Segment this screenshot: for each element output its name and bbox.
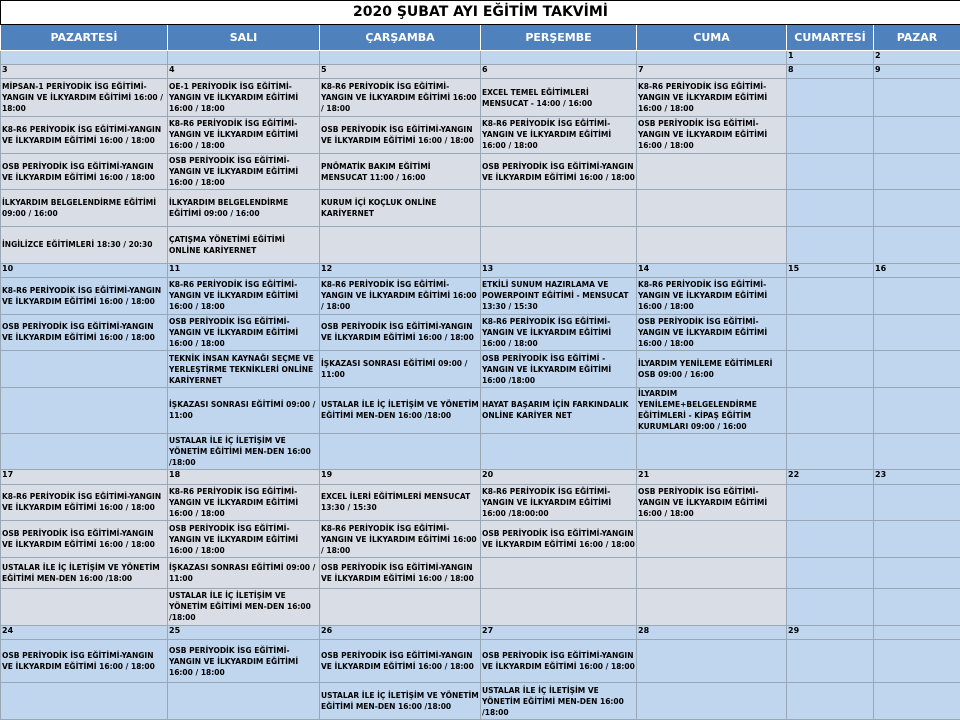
date-cell: 15 xyxy=(787,263,874,277)
event-cell: USTALAR İLE İÇ İLETİŞİM VE YÖNETİM EĞİTİMİ MEN-DEN 16:00 /18:00 xyxy=(1,557,168,588)
event-cell xyxy=(787,117,874,154)
date-cell xyxy=(1,50,168,64)
event-cell xyxy=(637,683,787,720)
date-cell: 13 xyxy=(481,263,637,277)
event-cell: OSB PERİYODİK İSG EĞİTİMİ-YANGIN VE İLKYARDIM EĞİTİMİ 16:00 / 18:00 xyxy=(168,521,320,558)
event-cell: OSB PERİYODİK İSG EĞİTİMİ-YANGIN VE İLKYARDIM EĞİTİMİ 16:00 / 18:00 xyxy=(637,117,787,154)
event-cell: EXCEL İLERİ EĞİTİMLERİ MENSUCAT 13:30 / 15:30 xyxy=(320,484,481,521)
date-cell: 24 xyxy=(1,626,168,640)
event-cell: PNÖMATİK BAKIM EĞİTİMİ MENSUCAT 11:00 / 16:00 xyxy=(320,153,481,190)
event-cell: ÇATIŞMA YÖNETİMİ EĞİTİMİ ONLİNE KARİYERNET xyxy=(168,227,320,264)
event-cell xyxy=(787,683,874,720)
date-cell xyxy=(320,50,481,64)
date-cell: 5 xyxy=(320,65,481,79)
event-cell: OSB PERİYODİK İSG EĞİTİMİ -YANGIN VE İLKYARDIM EĞİTİMİ 16:00 /18:00 xyxy=(481,351,637,388)
event-row xyxy=(1,351,960,388)
event-cell xyxy=(874,153,960,190)
event-cell: K8-R6 PERİYODİK İSG EĞİTİMİ-YANGIN VE İLKYARDIM EĞİTİMİ 16:00 / 18:00 xyxy=(320,277,481,314)
event-cell xyxy=(787,227,874,264)
date-cell: 18 xyxy=(168,470,320,484)
event-cell xyxy=(787,190,874,227)
event-cell xyxy=(481,227,637,264)
event-row xyxy=(1,190,960,227)
event-row xyxy=(1,277,960,314)
event-row xyxy=(1,557,960,588)
date-cell: 25 xyxy=(168,626,320,640)
event-cell: OE-1 PERİYODİK İSG EĞİTİMİ-YANGIN VE İLKYARDIM EĞİTİMİ 16:00 / 18:00 xyxy=(168,79,320,117)
event-cell: OSB PERİYODİK İSG EĞİTİMİ-YANGIN VE İLKYARDIM EĞİTİMİ 16:00 / 18:00 xyxy=(1,521,168,558)
date-cell xyxy=(637,50,787,64)
event-cell xyxy=(637,557,787,588)
event-cell: K8-R6 PERİYODİK İSG EĞİTİMİ-YANGIN VE İLKYARDIM EĞİTİMİ 16:00 / 18:00 xyxy=(320,521,481,558)
event-cell: K8-R6 PERİYODİK İSG EĞİTİMİ-YANGIN VE İLKYARDIM EĞİTİMİ 16:00 / 18:00 xyxy=(637,277,787,314)
event-cell: İLKYARDIM BELGELENDİRME EĞİTİMİ 09:00 / 16:00 xyxy=(1,190,168,227)
event-row xyxy=(1,588,960,626)
event-cell: USTALAR İLE İÇ İLETİŞİM VE YÖNETİM EĞİTİMİ MEN-DEN 16:00 /18:00 xyxy=(481,683,637,720)
event-cell: K8-R6 PERİYODİK İSG EĞİTİMİ-YANGIN VE İLKYARDIM EĞİTİMİ 16:00 / 18:00 xyxy=(637,79,787,117)
event-cell xyxy=(320,433,481,470)
event-cell: OSB PERİYODİK İSG EĞİTİMİ-YANGIN VE İLKYARDIM EĞİTİMİ 16:00 / 18:00 xyxy=(481,521,637,558)
event-cell: TEKNİK İNSAN KAYNAĞI SEÇME VE YERLEŞTİRME TEKNİKLERİ ONLİNE KARİYERNET xyxy=(168,351,320,388)
event-cell: K8-R6 PERİYODİK İSG EĞİTİMİ-YANGIN VE İLKYARDIM EĞİTİMİ 16:00 / 18:00 xyxy=(320,79,481,117)
event-cell xyxy=(874,557,960,588)
event-row xyxy=(1,683,960,720)
event-cell: OSB PERİYODİK İSG EĞİTİMİ-YANGIN VE İLKYARDIM EĞİTİMİ 16:00 / 18:00 xyxy=(168,640,320,683)
event-cell: OSB PERİYODİK İSG EĞİTİMİ-YANGIN VE İLKYARDIM EĞİTİMİ 16:00 / 18:00 xyxy=(320,640,481,683)
event-row xyxy=(1,314,960,351)
event-cell xyxy=(787,640,874,683)
event-cell: K8-R6 PERİYODİK İSG EĞİTİMİ-YANGIN VE İLKYARDIM EĞİTİMİ 16:00 / 18:00 xyxy=(481,314,637,351)
event-cell: OSB PERİYODİK İSG EĞİTİMİ-YANGIN VE İLKYARDIM EĞİTİMİ 16:00 / 18:00 xyxy=(1,640,168,683)
calendar-title: 2020 ŞUBAT AYI EĞİTİM TAKVİMİ xyxy=(1,1,960,25)
event-cell xyxy=(1,433,168,470)
event-cell: OSB PERİYODİK İSG EĞİTİMİ-YANGIN VE İLKYARDIM EĞİTİMİ 16:00 / 18:00 xyxy=(637,484,787,521)
day-header: CUMA xyxy=(637,25,787,50)
date-cell: 11 xyxy=(168,263,320,277)
date-cell: 22 xyxy=(787,470,874,484)
event-row xyxy=(1,79,960,117)
date-cell: 10 xyxy=(1,263,168,277)
event-row xyxy=(1,433,960,470)
day-header: SALI xyxy=(168,25,320,50)
week-date-row xyxy=(1,470,960,484)
event-cell: İNGİLİZCE EĞİTİMLERİ 18:30 / 20:30 xyxy=(1,227,168,264)
event-cell xyxy=(874,588,960,626)
date-cell: 4 xyxy=(168,65,320,79)
event-row xyxy=(1,387,960,433)
event-cell xyxy=(787,521,874,558)
event-cell: USTALAR İLE İÇ İLETİŞİM VE YÖNETİM EĞİTİMİ MEN-DEN 16:00 /18:00 xyxy=(168,433,320,470)
event-cell xyxy=(874,117,960,154)
event-cell: İŞKAZASI SONRASI EĞİTİMİ 09:00 / 11:00 xyxy=(168,387,320,433)
event-row xyxy=(1,153,960,190)
event-cell xyxy=(787,387,874,433)
event-cell xyxy=(787,277,874,314)
event-cell xyxy=(637,640,787,683)
event-cell xyxy=(874,79,960,117)
event-row xyxy=(1,640,960,683)
event-cell: OSB PERİYODİK İSG EĞİTİMİ-YANGIN VE İLKYARDIM EĞİTİMİ 16:00 / 18:00 xyxy=(637,314,787,351)
day-header: PERŞEMBE xyxy=(481,25,637,50)
event-cell: KURUM İÇİ KOÇLUK ONLİNE KARİYERNET xyxy=(320,190,481,227)
date-cell: 1 xyxy=(787,50,874,64)
weekday-header-row xyxy=(1,25,960,50)
event-cell: K8-R6 PERİYODİK İSG EĞİTİMİ-YANGIN VE İLKYARDIM EĞİTİMİ 16:00 / 18:00 xyxy=(168,277,320,314)
date-cell: 21 xyxy=(637,470,787,484)
date-cell: 7 xyxy=(637,65,787,79)
event-cell: K8-R6 PERİYODİK İSG EĞİTİMİ-YANGIN VE İLKYARDIM EĞİTİMİ 16:00 / 18:00 xyxy=(1,277,168,314)
event-cell: İŞKAZASI SONRASI EĞİTİMİ 09:00 / 11:00 xyxy=(320,351,481,388)
event-cell xyxy=(787,484,874,521)
event-cell xyxy=(787,433,874,470)
event-cell xyxy=(1,387,168,433)
event-cell xyxy=(637,227,787,264)
event-cell: K8-R6 PERİYODİK İSG EĞİTİMİ-YANGIN VE İLKYARDIM EĞİTİMİ 16:00 / 18:00 xyxy=(1,117,168,154)
event-cell: K8-R6 PERİYODİK İSG EĞİTİMİ-YANGIN VE İLKYARDIM EĞİTİMİ 16:00 /18:00:00 xyxy=(481,484,637,521)
event-cell: USTALAR İLE İÇ İLETİŞİM VE YÖNETİM EĞİTİMİ MEN-DEN 16:00 /18:00 xyxy=(168,588,320,626)
event-cell: HAYAT BAŞARIM İÇİN FARKINDALIK ONLİNE KARİYER NET xyxy=(481,387,637,433)
date-cell xyxy=(168,50,320,64)
week-date-row xyxy=(1,263,960,277)
event-cell: EXCEL TEMEL EĞİTİMLERİ MENSUCAT - 14:00 / 16:00 xyxy=(481,79,637,117)
event-cell: K8-R6 PERİYODİK İSG EĞİTİMİ-YANGIN VE İLKYARDIM EĞİTİMİ 16:00 / 18:00 xyxy=(168,117,320,154)
event-cell: MİPSAN-1 PERİYODİK İSG EĞİTİMİ-YANGIN VE İLKYARDIM EĞİTİMİ 16:00 / 18:00 xyxy=(1,79,168,117)
event-cell: ETKİLİ SUNUM HAZIRLAMA VE POWERPOINT EĞİTİMİ - MENSUCAT 13:30 / 15:30 xyxy=(481,277,637,314)
date-cell: 6 xyxy=(481,65,637,79)
date-cell: 23 xyxy=(874,470,960,484)
date-cell: 8 xyxy=(787,65,874,79)
event-cell: OSB PERİYODİK İSG EĞİTİMİ-YANGIN VE İLKYARDIM EĞİTİMİ 16:00 / 18:00 xyxy=(168,153,320,190)
date-cell: 2 xyxy=(874,50,960,64)
event-row xyxy=(1,227,960,264)
date-cell: 3 xyxy=(1,65,168,79)
event-cell xyxy=(874,190,960,227)
event-cell: İŞKAZASI SONRASI EĞİTİMİ 09:00 / 11:00 xyxy=(168,557,320,588)
event-cell: OSB PERİYODİK İSG EĞİTİMİ-YANGIN VE İLKYARDIM EĞİTİMİ 16:00 / 18:00 xyxy=(1,153,168,190)
date-cell: 14 xyxy=(637,263,787,277)
date-cell: 29 xyxy=(787,626,874,640)
event-cell xyxy=(787,351,874,388)
event-cell: USTALAR İLE İÇ İLETİŞİM VE YÖNETİM EĞİTİMİ MEN-DEN 16:00 /18:00 xyxy=(320,683,481,720)
event-cell: USTALAR İLE İÇ İLETİŞİM VE YÖNETİM EĞİTİMİ MEN-DEN 16:00 /18:00 xyxy=(320,387,481,433)
day-header: PAZARTESİ xyxy=(1,25,168,50)
day-header: ÇARŞAMBA xyxy=(320,25,481,50)
event-cell: OSB PERİYODİK İSG EĞİTİMİ-YANGIN VE İLKYARDIM EĞİTİMİ 16:00 / 18:00 xyxy=(481,640,637,683)
event-cell: İLYARDIM YENİLEME EĞİTİMLERİ OSB 09:00 / 16:00 xyxy=(637,351,787,388)
event-row xyxy=(1,117,960,154)
event-cell xyxy=(637,190,787,227)
event-cell xyxy=(637,153,787,190)
event-cell: OSB PERİYODİK İSG EĞİTİMİ-YANGIN VE İLKYARDIM EĞİTİMİ 16:00 / 18:00 xyxy=(320,557,481,588)
event-cell xyxy=(320,588,481,626)
event-cell: K8-R6 PERİYODİK İSG EĞİTİMİ-YANGIN VE İLKYARDIM EĞİTİMİ 16:00 / 18:00 xyxy=(168,484,320,521)
event-cell xyxy=(874,227,960,264)
date-cell: 20 xyxy=(481,470,637,484)
event-cell xyxy=(637,433,787,470)
date-cell: 28 xyxy=(637,626,787,640)
date-cell xyxy=(874,626,960,640)
event-cell: OSB PERİYODİK İSG EĞİTİMİ-YANGIN VE İLKYARDIM EĞİTİMİ 16:00 / 18:00 xyxy=(481,153,637,190)
event-cell xyxy=(874,484,960,521)
event-cell xyxy=(874,387,960,433)
event-cell xyxy=(481,588,637,626)
event-cell xyxy=(874,314,960,351)
event-cell xyxy=(481,433,637,470)
event-cell xyxy=(874,351,960,388)
event-cell xyxy=(637,521,787,558)
event-cell xyxy=(874,521,960,558)
event-cell: OSB PERİYODİK İSG EĞİTİMİ-YANGIN VE İLKYARDIM EĞİTİMİ 16:00 / 18:00 xyxy=(320,314,481,351)
event-row xyxy=(1,521,960,558)
date-cell: 16 xyxy=(874,263,960,277)
date-cell: 27 xyxy=(481,626,637,640)
event-cell: OSB PERİYODİK İSG EĞİTİMİ-YANGIN VE İLKYARDIM EĞİTİMİ 16:00 / 18:00 xyxy=(168,314,320,351)
event-cell xyxy=(787,79,874,117)
day-header: CUMARTESİ xyxy=(787,25,874,50)
week-date-row xyxy=(1,626,960,640)
event-cell xyxy=(787,153,874,190)
event-cell xyxy=(320,227,481,264)
week-date-row xyxy=(1,50,960,64)
event-cell xyxy=(874,683,960,720)
event-cell xyxy=(1,683,168,720)
date-cell: 17 xyxy=(1,470,168,484)
event-cell xyxy=(874,277,960,314)
date-cell xyxy=(481,50,637,64)
event-cell: K8-R6 PERİYODİK İSG EĞİTİMİ-YANGIN VE İLKYARDIM EĞİTİMİ 16:00 / 18:00 xyxy=(481,117,637,154)
event-cell xyxy=(168,683,320,720)
event-cell xyxy=(1,351,168,388)
day-header: PAZAR xyxy=(874,25,960,50)
title-row xyxy=(1,1,960,25)
week-date-row xyxy=(1,65,960,79)
date-cell: 9 xyxy=(874,65,960,79)
date-cell: 12 xyxy=(320,263,481,277)
event-cell: İLYARDIM YENİLEME+BELGELENDİRME EĞİTİMLERİ - KİPAŞ EĞİTİM KURUMLARI 09:00 / 16:00 xyxy=(637,387,787,433)
event-cell xyxy=(787,314,874,351)
event-cell: OSB PERİYODİK İSG EĞİTİMİ-YANGIN VE İLKYARDIM EĞİTİMİ 16:00 / 18:00 xyxy=(320,117,481,154)
event-cell xyxy=(787,557,874,588)
event-cell xyxy=(637,588,787,626)
event-cell xyxy=(1,588,168,626)
event-cell xyxy=(874,640,960,683)
event-cell: OSB PERİYODİK İSG EĞİTİMİ-YANGIN VE İLKYARDIM EĞİTİMİ 16:00 / 18:00 xyxy=(1,314,168,351)
event-cell: İLKYARDIM BELGELENDİRME EĞİTİMİ 09:00 / 16:00 xyxy=(168,190,320,227)
event-cell xyxy=(787,588,874,626)
event-cell xyxy=(874,433,960,470)
event-cell: K8-R6 PERİYODİK İSG EĞİTİMİ-YANGIN VE İLKYARDIM EĞİTİMİ 16:00 / 18:00 xyxy=(1,484,168,521)
date-cell: 19 xyxy=(320,470,481,484)
event-cell xyxy=(481,557,637,588)
event-cell xyxy=(481,190,637,227)
date-cell: 26 xyxy=(320,626,481,640)
event-row xyxy=(1,484,960,521)
